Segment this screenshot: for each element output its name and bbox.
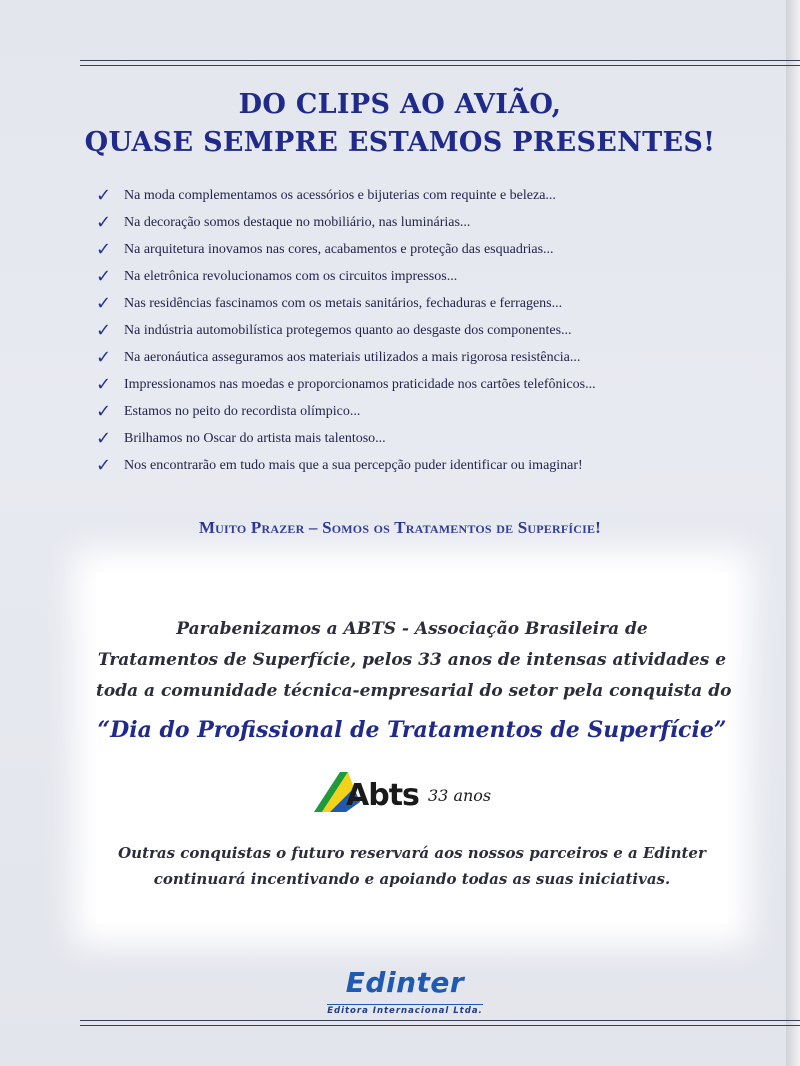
check-icon: ✓ — [96, 185, 112, 206]
check-icon: ✓ — [96, 347, 112, 368]
list-item-text: Impressionamos nas moedas e proporcionamos praticidade nos cartões telefônicos... — [124, 377, 596, 392]
check-icon: ✓ — [96, 266, 112, 287]
abts-wordmark: Abts — [346, 778, 419, 813]
edinter-logo — [300, 968, 510, 1014]
professional-day-title: “Dia do Profissional de Tratamentos de Superfície” — [97, 717, 727, 743]
check-icon: ✓ — [96, 401, 112, 422]
list-item — [96, 182, 756, 209]
list-item-text: Na decoração somos destaque no mobiliário, nas luminárias... — [124, 215, 471, 230]
list-item-text: Na aeronáutica asseguramos aos materiais utilizados a mais rigorosa resistência... — [124, 350, 581, 365]
congratulations-line-2: Tratamentos de Superfície, pelos 33 anos de intensas atividades e — [97, 650, 727, 670]
list-item — [96, 209, 756, 236]
list-item-text: Na moda complementamos os acessórios e bijuterias com requinte e beleza... — [124, 188, 556, 203]
headline — [40, 86, 760, 162]
headline-line-2: QUASE SEMPRE ESTAMOS PRESENTES! — [84, 127, 716, 158]
closing-line-1: Outras conquistas o futuro reservará aos nossos parceiros e a Edinter — [118, 844, 706, 862]
list-item — [96, 290, 756, 317]
check-icon: ✓ — [96, 239, 112, 260]
list-item — [96, 371, 756, 398]
headline-line-1: DO CLIPS AO AVIÃO, — [238, 89, 562, 120]
congratulations-line-3: toda a comunidade técnica-empresarial do setor pela conquista do — [96, 681, 732, 701]
list-item — [96, 344, 756, 371]
closing-line-2: continuará incentivando e apoiando todas as suas iniciativas. — [153, 870, 671, 888]
tagline: Muito Prazer – Somos os Tratamentos de Superfície! — [198, 518, 602, 537]
congratulations-line-1: Parabenizamos a ABTS - Associação Brasileira de — [176, 619, 648, 639]
list-item-text: Brilhamos no Oscar do artista mais talentoso... — [124, 431, 386, 446]
top-double-rule — [80, 60, 800, 66]
check-icon: ✓ — [96, 428, 112, 449]
check-icon: ✓ — [96, 293, 112, 314]
list-item — [96, 452, 756, 479]
check-icon: ✓ — [96, 374, 112, 395]
page-edge — [786, 0, 800, 1066]
edinter-wordmark: Edinter — [345, 966, 465, 999]
congratulations-panel — [96, 572, 732, 924]
list-item — [96, 236, 756, 263]
list-item-text: Na indústria automobilística protegemos quanto ao desgaste dos componentes... — [124, 323, 572, 338]
abts-logo — [310, 766, 530, 818]
closing-text — [96, 840, 728, 892]
edinter-subtitle: Editora Internacional Ltda. — [327, 1006, 483, 1016]
list-item — [96, 263, 756, 290]
abts-years: 33 anos — [428, 786, 492, 805]
list-item — [96, 425, 756, 452]
check-icon: ✓ — [96, 455, 112, 476]
congratulations-text — [96, 614, 732, 707]
list-item — [96, 398, 756, 425]
bottom-double-rule — [80, 1020, 800, 1026]
list-item-text: Nas residências fascinamos com os metais sanitários, fechaduras e ferragens... — [124, 296, 563, 311]
feature-list — [96, 182, 756, 479]
list-item-text: Na arquitetura inovamos nas cores, acabamentos e proteção das esquadrias... — [124, 242, 554, 257]
list-item-text: Nos encontrarão em tudo mais que a sua percepção puder identificar ou imaginar! — [124, 458, 583, 473]
list-item — [96, 317, 756, 344]
check-icon: ✓ — [96, 320, 112, 341]
check-icon: ✓ — [96, 212, 112, 233]
list-item-text: Estamos no peito do recordista olímpico... — [124, 404, 361, 419]
list-item-text: Na eletrônica revolucionamos com os circuitos impressos... — [124, 269, 458, 284]
